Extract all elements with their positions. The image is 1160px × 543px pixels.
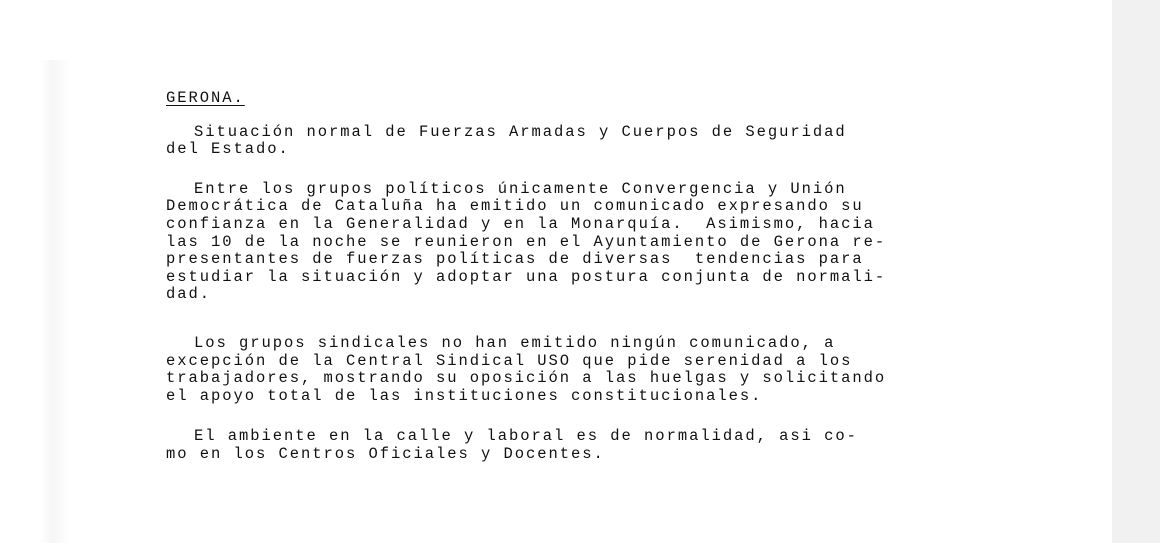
paragraph-1 xyxy=(166,124,886,159)
paragraph-2 xyxy=(166,181,886,304)
text-line: estudiar la situación y adoptar una postura conjunta de normali- xyxy=(166,267,887,286)
text-line: confianza en la Generalidad y en la Monarquía. Asimismo, hacia xyxy=(166,214,875,233)
text-line: El ambiente en la calle y laboral es de normalidad, asi co- xyxy=(194,427,858,446)
text-line: dad. xyxy=(166,285,212,304)
text-line: Entre los grupos políticos únicamente Convergencia y Unión xyxy=(194,179,847,198)
text-line: Situación normal de Fuerzas Armadas y Cuerpos de Seguridad xyxy=(194,122,847,141)
paragraph-4 xyxy=(166,428,886,463)
paragraph-3 xyxy=(166,335,886,405)
text-line: el apoyo total de las instituciones constitucionales. xyxy=(166,386,763,405)
document-body xyxy=(166,90,886,464)
section-heading: GERONA. xyxy=(166,89,245,107)
text-line: presentantes de fuerzas políticas de diversas tendencias para xyxy=(166,250,864,269)
text-line: trabajadores, mostrando su oposición a las huelgas y solicitando xyxy=(166,369,887,388)
text-line: Democrática de Cataluña ha emitido un comunicado expresando su xyxy=(166,197,864,216)
viewer-margin xyxy=(1112,0,1160,543)
text-line: las 10 de la noche se reunieron en el Ayuntamiento de Gerona re- xyxy=(166,232,887,251)
text-line: Los grupos sindicales no han emitido ningún comunicado, a xyxy=(194,333,836,352)
text-line: excepción de la Central Sindical USO que pide serenidad a los xyxy=(166,351,853,370)
scan-shadow xyxy=(40,60,70,543)
text-line: mo en los Centros Oficiales y Docentes. xyxy=(166,444,605,463)
text-line: del Estado. xyxy=(166,140,290,159)
